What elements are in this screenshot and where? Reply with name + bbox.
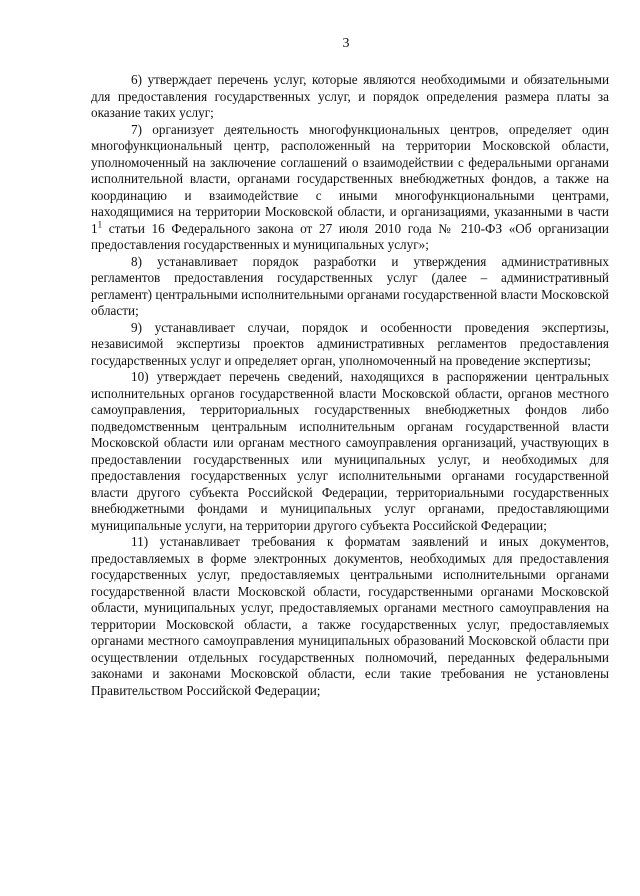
paragraph-item-11: 11) устанавливает требования к форматам заявлений и иных документов, предоставляемых в форме электронных документов, необходимых для предоставления государственных услуг, предоставляемых центральными исполнительными органами государственной власти Московской области, государственными органами Московской области, муниципальных услуг, предоставляемых органами местного самоуправления на территории Московской области, а также государственных услуг, предоставляемых органами местного самоуправления муниципальных образований Московской области при осуществлении отдельных государственных полномочий, переданных федеральными законами и законами Московской области, если такие требования не установлены Правительством Российской Федерации; [91, 534, 609, 698]
paragraph-item-9: 9) устанавливает случаи, порядок и особенности проведения экспертизы, независимой экспертизы проектов административных регламентов предоставления государственных услуг и определяет орган, уполномоченный на проведение экспертизы; [91, 319, 609, 368]
paragraph-item-8: 8) устанавливает порядок разработки и утверждения административных регламентов предоставления государственных услуг (далее – административный регламент) центральными исполнительными органами государственной власти Московской области; [91, 253, 609, 318]
paragraph-item-10: 10) утверждает перечень сведений, находящихся в распоряжении центральных исполнительных органов государственной власти Московской области, органов местного самоуправления, территориальных государственных внебюджетных фондов либо подведомственным центральным исполнительным органам государственной власти Московской области или органам местного самоуправления организаций, участвующих в предоставлении государственных или муниципальных услуг, и необходимых для предоставления государственных услуг исполнительными органами государственной власти другого субъекта Российской Федерации, территориальными государственных внебюджетными фондами и муниципальных услуг органами, предоставляющими муниципальные услуги, на территории другого субъекта Российской Федерации; [91, 369, 609, 533]
paragraph-item-6: 6) утверждает перечень услуг, которые являются необходимыми и обязательными для предоставления государственных услуг, и порядок определения размера платы за оказание таких услуг; [91, 72, 609, 120]
paragraph-item-7 [91, 122, 609, 254]
paragraph-item-7-text-continued: статьи 16 Федерального закона от 27 июля 2010 года № 210-ФЗ «Об организации предоставления государственных и муниципальных услуг»; [91, 220, 609, 252]
paragraph-item-7-text: 7) организует деятельность многофункциональных центров, определяет один многофункциональный центр, расположенный на территории Московской области, уполномоченный на заключение соглашений о взаимодействии с федеральными органами исполнительной власти, органами государственных внебюджетных фондов, а также на координацию и взаимодействие с иными многофункциональными центрами, находящимися на территории Московской области, и организациями, указанными в части 1 [91, 121, 609, 236]
footnote-superscript: 1 [97, 219, 103, 230]
document-body [91, 72, 609, 699]
page-number: 3 [342, 36, 350, 51]
